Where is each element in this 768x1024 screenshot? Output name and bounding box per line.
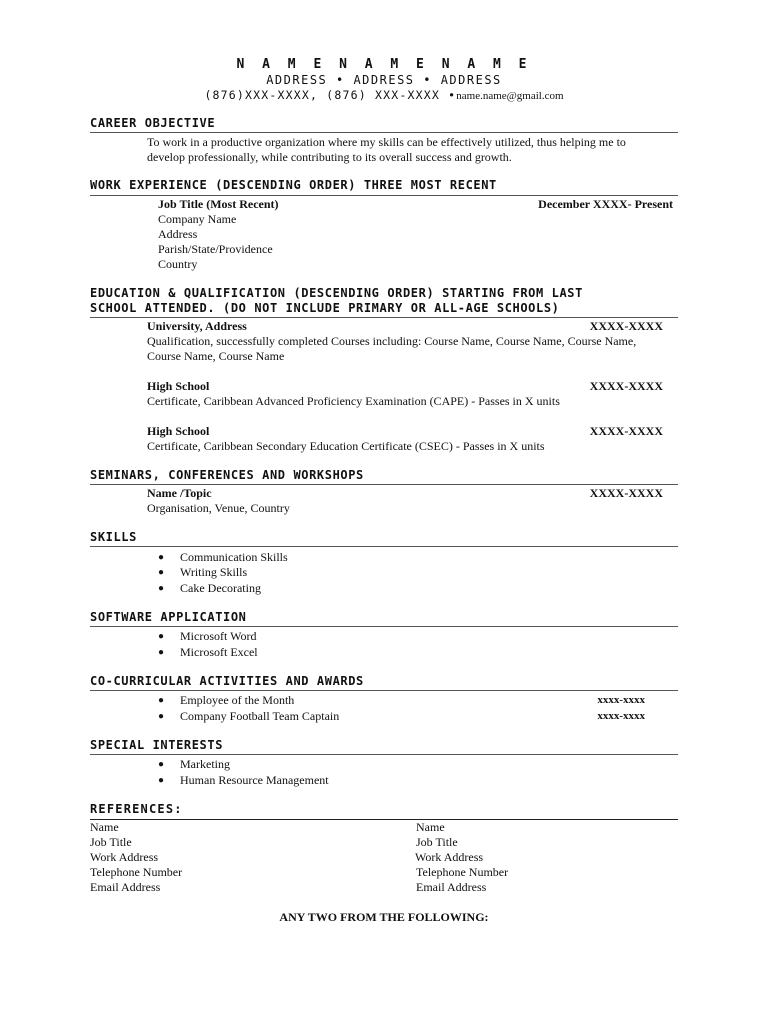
section-divider	[90, 195, 678, 196]
reference-left-email: Email Address	[90, 880, 161, 894]
reference-left-telephone: Telephone Number	[90, 865, 183, 879]
education-detail: Course Name, Course Name	[147, 349, 285, 363]
skill-item: Communication Skills	[180, 550, 288, 564]
seminar-dates: XXXX-XXXX	[589, 486, 663, 500]
software-item: Microsoft Word	[180, 629, 257, 643]
interests-heading: SPECIAL INTERESTS	[90, 738, 224, 752]
reference-left-name: Name	[90, 820, 119, 834]
activities-heading: CO-CURRICULAR ACTIVITIES AND AWARDS	[90, 674, 364, 688]
section-divider	[90, 546, 678, 547]
bullet-icon: ●	[158, 583, 165, 594]
education-detail: Certificate, Caribbean Advanced Proficiency Examination (CAPE) - Passes in X units	[147, 394, 560, 408]
reference-right-email: Email Address	[416, 880, 487, 894]
education-heading: SCHOOL ATTENDED. (DO NOT INCLUDE PRIMARY OR ALL-AGE SCHOOLS)	[90, 301, 560, 315]
reference-right-work-address: Work Address	[415, 850, 484, 864]
references-footer-note: ANY TWO FROM THE FOLLOWING:	[279, 910, 489, 924]
email-address: name.name@gmail.com	[456, 90, 564, 102]
activity-dates: xxxx-xxxx	[597, 710, 645, 722]
interest-item: Marketing	[180, 757, 230, 771]
interest-item: Human Resource Management	[180, 773, 329, 787]
education-detail: Qualification, successfully completed Courses including: Course Name, Course Name, Course Name,	[147, 334, 637, 348]
reference-right-telephone: Telephone Number	[416, 865, 509, 879]
skills-heading: SKILLS	[90, 530, 137, 544]
activity-item: Company Football Team Captain	[180, 709, 340, 723]
bullet-icon: ●	[158, 711, 165, 722]
bullet-icon: ●	[158, 775, 165, 786]
section-divider	[90, 754, 678, 755]
reference-right-job-title: Job Title	[416, 835, 458, 849]
education-heading: EDUCATION & QUALIFICATION (DESCENDING ORDER) STARTING FROM LAST	[90, 286, 583, 300]
work-experience-heading: WORK EXPERIENCE (DESCENDING ORDER) THREE MOST RECENT	[90, 178, 497, 192]
company-name: Company Name	[158, 212, 237, 226]
applicant-address: ADDRESS • ADDRESS • ADDRESS	[266, 73, 502, 87]
activity-dates: xxxx-xxxx	[597, 694, 645, 706]
bullet-icon: ●	[158, 759, 165, 770]
section-divider	[90, 626, 678, 627]
references-heading: REFERENCES:	[90, 802, 183, 816]
seminars-heading: SEMINARS, CONFERENCES AND WORKSHOPS	[90, 468, 364, 482]
company-parish: Parish/State/Providence	[158, 242, 273, 256]
section-divider	[90, 317, 678, 318]
education-dates: XXXX-XXXX	[589, 379, 663, 393]
education-detail: Certificate, Caribbean Secondary Education Certificate (CSEC) - Passes in X units	[147, 439, 545, 453]
skill-item: Cake Decorating	[180, 581, 261, 595]
education-dates: XXXX-XXXX	[589, 319, 663, 333]
education-dates: XXXX-XXXX	[589, 424, 663, 438]
bullet-icon: ●	[158, 552, 165, 563]
activity-item: Employee of the Month	[180, 693, 295, 707]
bullet-icon: ●	[158, 567, 165, 578]
company-country: Country	[158, 257, 198, 271]
applicant-name: N A M E N A M E N A M E	[236, 57, 532, 72]
bullet-icon: ●	[158, 695, 165, 706]
education-title: University, Address	[147, 319, 247, 333]
objective-line: To work in a productive organization where my skills can be effectively utilized, thus helping me to	[147, 135, 626, 149]
section-divider	[90, 690, 678, 691]
bullet-icon: ●	[158, 647, 165, 658]
section-divider	[90, 132, 678, 133]
skill-item: Writing Skills	[180, 565, 248, 579]
objective-line: develop professionally, while contributing to its overall success and growth.	[147, 150, 512, 164]
section-divider	[90, 819, 678, 820]
software-heading: SOFTWARE APPLICATION	[90, 610, 247, 624]
reference-right-name: Name	[416, 820, 445, 834]
phone-numbers: (876)XXX-XXXX, (876) XXX-XXXX •	[204, 88, 457, 102]
education-title: High School	[147, 379, 210, 393]
reference-left-work-address: Work Address	[90, 850, 159, 864]
applicant-contact	[0, 88, 768, 103]
career-objective-heading: CAREER OBJECTIVE	[90, 116, 216, 130]
seminar-title: Name /Topic	[147, 486, 212, 500]
job-dates: December XXXX- Present	[538, 197, 673, 211]
company-address: Address	[158, 227, 198, 241]
bullet-icon: ●	[158, 631, 165, 642]
section-divider	[90, 484, 678, 485]
software-item: Microsoft Excel	[180, 645, 258, 659]
seminar-detail: Organisation, Venue, Country	[147, 501, 290, 515]
job-title: Job Title (Most Recent)	[158, 197, 279, 211]
education-title: High School	[147, 424, 210, 438]
reference-left-job-title: Job Title	[90, 835, 132, 849]
